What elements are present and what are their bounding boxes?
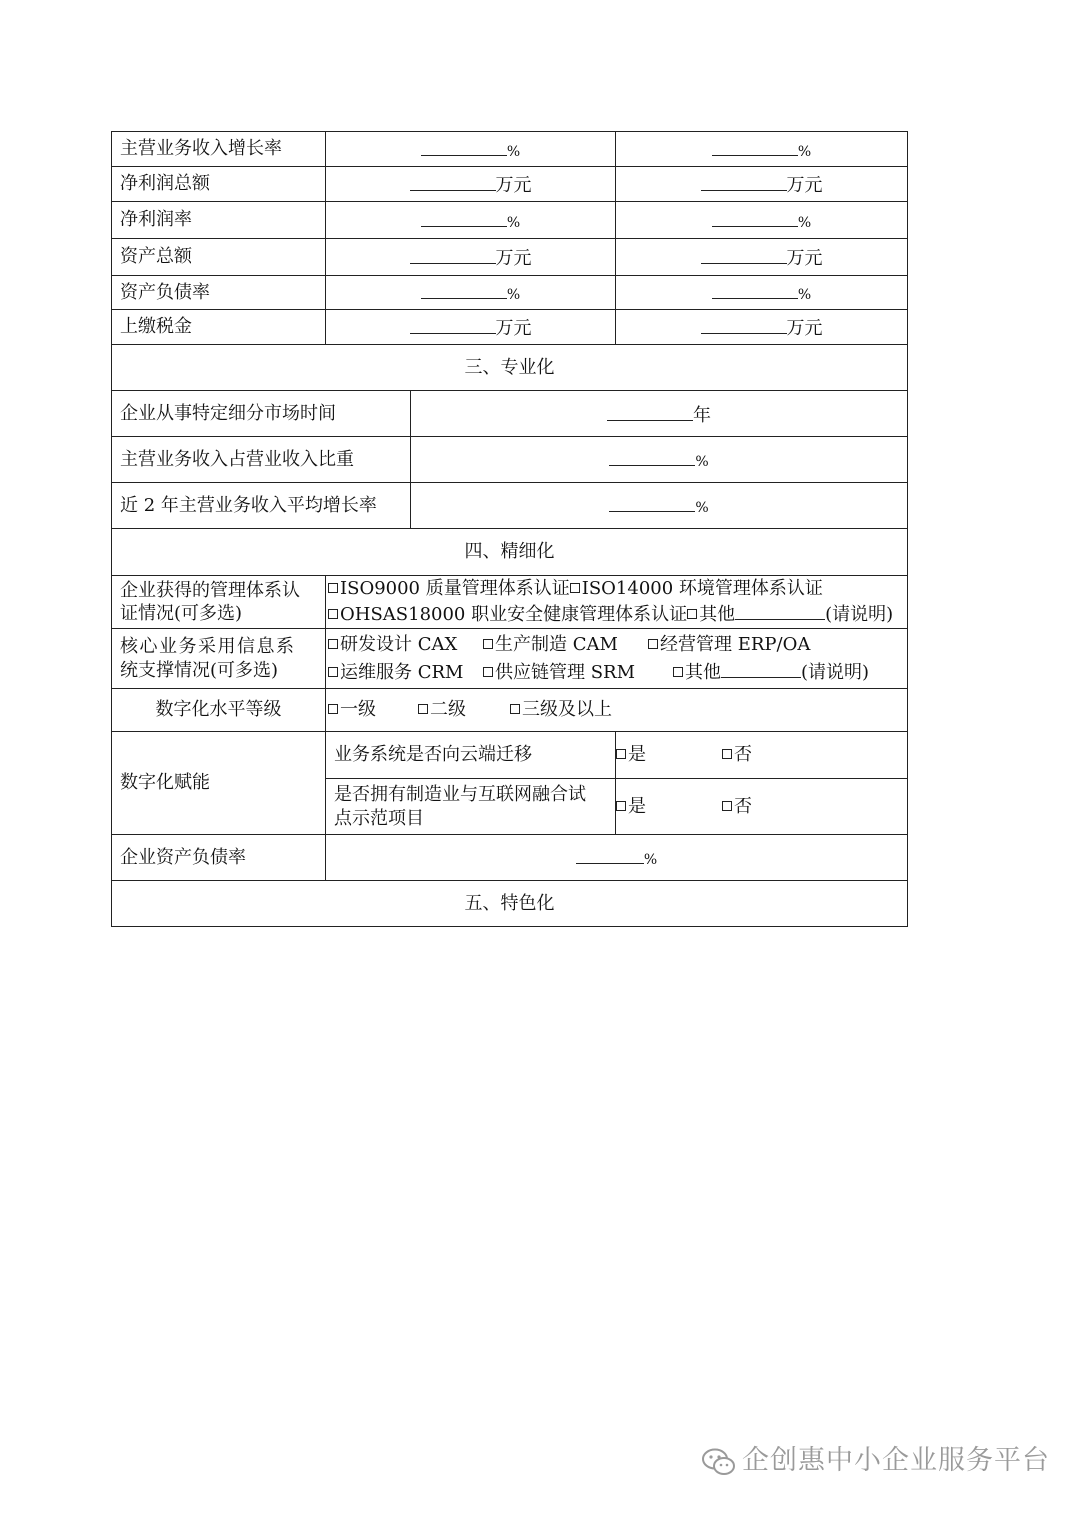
option-label: 其他 bbox=[685, 661, 721, 683]
unit: 万元 bbox=[786, 248, 823, 269]
option-label: OHSAS18000 职业安全健康管理体系认证 bbox=[340, 604, 688, 625]
checkbox[interactable] bbox=[328, 609, 338, 619]
yes-no-cell bbox=[616, 732, 908, 779]
checkbox[interactable] bbox=[722, 749, 732, 759]
fill-blank[interactable] bbox=[421, 278, 507, 299]
checkbox[interactable] bbox=[648, 639, 658, 649]
fill-blank[interactable] bbox=[701, 170, 787, 191]
option-label: ISO14000 环境管理体系认证 bbox=[581, 578, 823, 599]
row-label bbox=[112, 629, 326, 689]
question-line: 是否拥有制造业与互联网融合试 bbox=[334, 783, 586, 805]
fill-blank[interactable] bbox=[410, 243, 496, 264]
unit: % bbox=[797, 287, 812, 303]
label-line: 统支撑情况(可多选) bbox=[120, 659, 279, 681]
option-label: 供应链管理 SRM bbox=[495, 661, 636, 683]
finance-value-cell[interactable] bbox=[616, 167, 908, 202]
fill-blank[interactable] bbox=[735, 601, 825, 620]
section-title: 四、精细化 bbox=[112, 529, 908, 576]
finance-label: 上缴税金 bbox=[112, 310, 326, 345]
finance-value-cell[interactable] bbox=[326, 167, 616, 202]
digital-level-row bbox=[112, 689, 908, 732]
finance-row bbox=[112, 239, 908, 276]
unit: % bbox=[797, 214, 812, 231]
value-cell[interactable] bbox=[411, 437, 908, 483]
unit: 万元 bbox=[786, 318, 823, 339]
finance-value-cell[interactable] bbox=[616, 310, 908, 345]
option-label: 是 bbox=[628, 795, 646, 817]
fill-blank[interactable] bbox=[701, 243, 787, 264]
fill-blank[interactable] bbox=[712, 135, 798, 156]
checkbox[interactable] bbox=[483, 667, 493, 677]
finance-value-cell[interactable] bbox=[616, 239, 908, 276]
option-label: 否 bbox=[734, 795, 752, 817]
note: (请说明) bbox=[801, 661, 870, 683]
info-system-row bbox=[112, 629, 908, 689]
question-cell: 业务系统是否向云端迁移 bbox=[326, 732, 616, 779]
finance-row bbox=[112, 132, 908, 167]
label-line: 企业获得的管理体系认 bbox=[120, 580, 300, 601]
options-cell bbox=[326, 689, 908, 732]
question-cell bbox=[326, 779, 616, 835]
specialization-row bbox=[112, 437, 908, 483]
checkbox[interactable] bbox=[673, 667, 683, 677]
checkbox[interactable] bbox=[483, 639, 493, 649]
debt-ratio-row bbox=[112, 835, 908, 881]
unit: % bbox=[506, 287, 521, 303]
section-header-row bbox=[112, 529, 908, 576]
finance-label: 资产负债率 bbox=[112, 276, 326, 310]
finance-row bbox=[112, 202, 908, 239]
fill-blank[interactable] bbox=[721, 659, 801, 678]
fill-blank[interactable] bbox=[712, 278, 798, 299]
unit: 万元 bbox=[495, 248, 532, 269]
fill-blank[interactable] bbox=[421, 206, 507, 227]
checkbox[interactable] bbox=[418, 704, 428, 714]
mgmt-cert-row bbox=[112, 576, 908, 629]
watermark-text: 企创惠中小企业服务平台 bbox=[742, 1445, 1050, 1476]
option-label: ISO9000 质量管理体系认证 bbox=[340, 578, 570, 599]
fill-blank[interactable] bbox=[609, 491, 695, 512]
finance-label: 主营业务收入增长率 bbox=[112, 132, 326, 167]
unit: 万元 bbox=[495, 318, 532, 339]
row-label: 数字化赋能 bbox=[112, 732, 326, 835]
unit: % bbox=[695, 500, 709, 516]
section-title: 三、专业化 bbox=[112, 345, 908, 391]
option-label: 研发设计 CAX bbox=[340, 633, 458, 655]
section-header-row bbox=[112, 345, 908, 391]
option-label: 生产制造 CAM bbox=[495, 633, 618, 655]
finance-value-cell[interactable] bbox=[326, 239, 616, 276]
row-label: 主营业务收入占营业收入比重 bbox=[112, 437, 411, 483]
option-label: 一级 bbox=[340, 699, 376, 720]
wechat-icon bbox=[700, 1447, 738, 1477]
unit: % bbox=[797, 143, 812, 160]
value-cell[interactable] bbox=[411, 391, 908, 437]
options-cell bbox=[326, 629, 908, 689]
checkbox[interactable] bbox=[328, 667, 338, 677]
options-cell bbox=[326, 576, 908, 629]
finance-label: 净利润总额 bbox=[112, 167, 326, 202]
finance-row bbox=[112, 276, 908, 310]
unit: 年 bbox=[693, 404, 711, 426]
watermark bbox=[700, 1438, 1050, 1477]
row-label: 企业资产负债率 bbox=[112, 835, 326, 881]
row-label: 企业从事特定细分市场时间 bbox=[112, 391, 411, 437]
option-label: 其他 bbox=[699, 604, 736, 625]
option-label: 否 bbox=[734, 744, 752, 765]
row-label: 近 2 年主营业务收入平均增长率 bbox=[112, 483, 411, 529]
finance-row bbox=[112, 167, 908, 202]
fill-blank[interactable] bbox=[421, 135, 507, 156]
fill-blank[interactable] bbox=[607, 400, 693, 421]
fill-blank[interactable] bbox=[712, 206, 798, 227]
digital-empower-row bbox=[112, 732, 908, 779]
finance-label: 资产总额 bbox=[112, 239, 326, 276]
finance-value-cell[interactable] bbox=[616, 202, 908, 239]
finance-value-cell[interactable] bbox=[326, 276, 616, 310]
value-cell[interactable] bbox=[326, 835, 908, 881]
unit: % bbox=[643, 852, 658, 868]
unit: % bbox=[506, 214, 521, 231]
checkbox[interactable] bbox=[616, 801, 626, 811]
option-label: 经营管理 ERP/OA bbox=[660, 633, 811, 655]
finance-value-cell[interactable] bbox=[616, 132, 908, 167]
finance-value-cell[interactable] bbox=[326, 132, 616, 167]
fill-blank[interactable] bbox=[410, 313, 496, 334]
value-cell[interactable] bbox=[411, 483, 908, 529]
option-label: 是 bbox=[628, 744, 646, 765]
specialization-row bbox=[112, 391, 908, 437]
option-label: 二级 bbox=[430, 699, 466, 720]
finance-value-cell[interactable] bbox=[616, 276, 908, 310]
fill-blank[interactable] bbox=[576, 843, 644, 864]
yes-no-cell bbox=[616, 779, 908, 835]
row-label: 数字化水平等级 bbox=[112, 689, 326, 732]
label-line: 核心业务采用信息系 bbox=[120, 635, 296, 657]
unit: 万元 bbox=[495, 175, 532, 196]
finance-value-cell[interactable] bbox=[326, 310, 616, 345]
checkbox[interactable] bbox=[510, 704, 520, 714]
checkbox[interactable] bbox=[328, 704, 338, 714]
option-label: 运维服务 CRM bbox=[340, 661, 464, 683]
fill-blank[interactable] bbox=[609, 445, 695, 466]
row-label bbox=[112, 576, 326, 629]
finance-label: 净利润率 bbox=[112, 202, 326, 239]
checkbox[interactable] bbox=[722, 801, 732, 811]
checkbox[interactable] bbox=[328, 583, 338, 593]
question-line: 点示范项目 bbox=[334, 807, 424, 829]
section-header-row bbox=[112, 881, 908, 927]
checkbox[interactable] bbox=[328, 639, 338, 649]
unit: 万元 bbox=[786, 175, 823, 196]
checkbox[interactable] bbox=[570, 583, 580, 593]
label-line: 证情况(可多选) bbox=[120, 603, 243, 624]
unit: % bbox=[506, 143, 521, 160]
fill-blank[interactable] bbox=[410, 170, 496, 191]
option-label: 三级及以上 bbox=[522, 699, 612, 720]
checkbox[interactable] bbox=[616, 749, 626, 759]
finance-row bbox=[112, 310, 908, 345]
checkbox[interactable] bbox=[687, 609, 697, 619]
application-form-table bbox=[111, 131, 908, 927]
specialization-row bbox=[112, 483, 908, 529]
section-title: 五、特色化 bbox=[112, 881, 908, 927]
finance-value-cell[interactable] bbox=[326, 202, 616, 239]
note: (请说明) bbox=[825, 604, 894, 625]
fill-blank[interactable] bbox=[701, 313, 787, 334]
unit: % bbox=[695, 454, 709, 470]
